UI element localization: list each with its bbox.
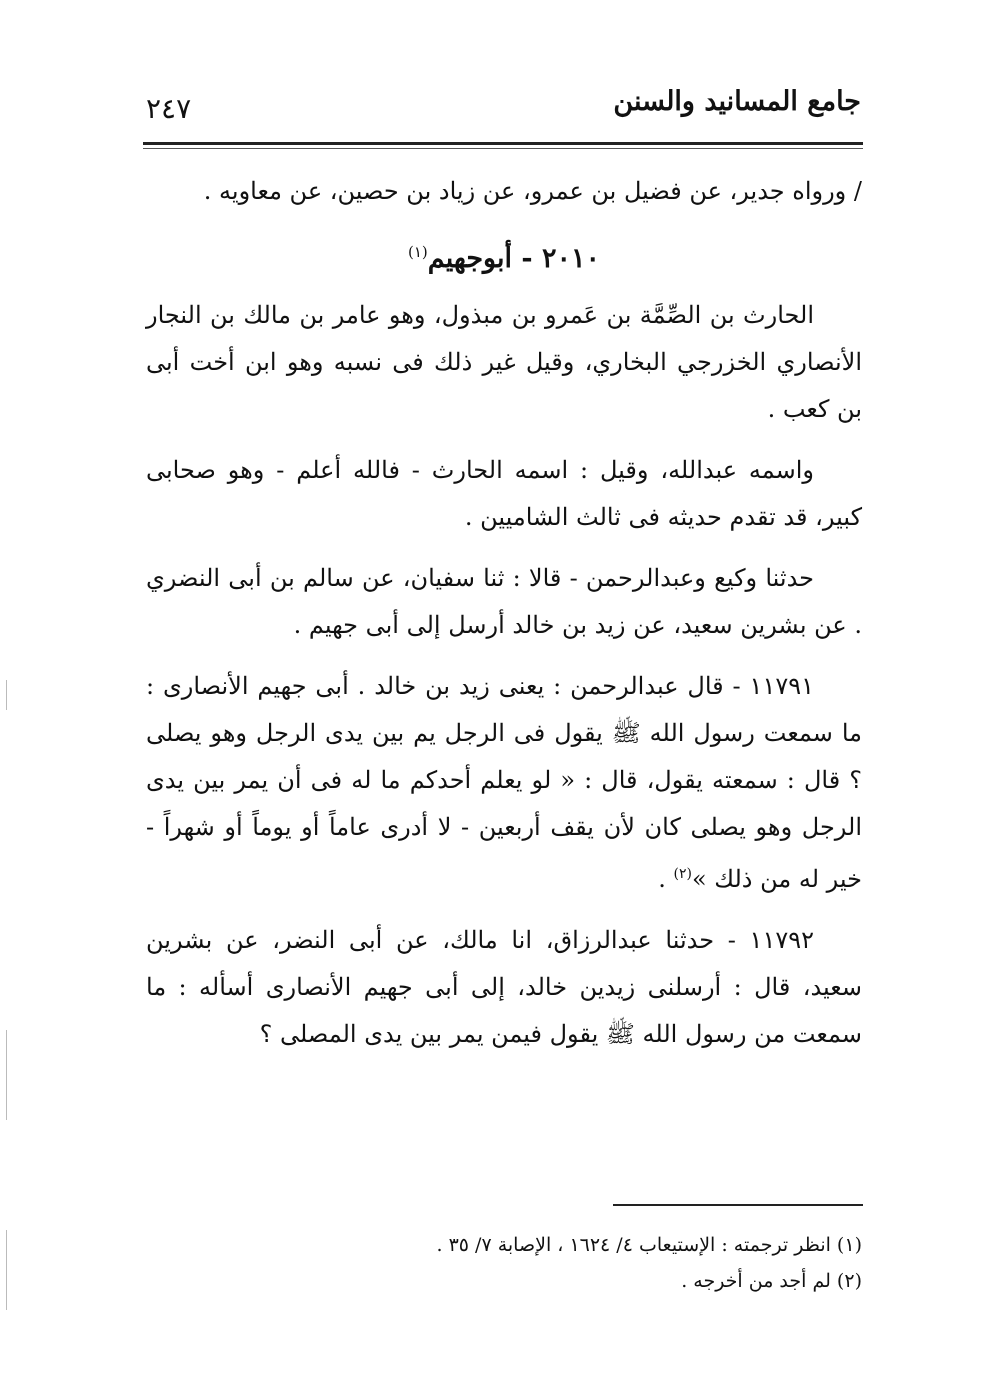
hadith-11791-text: ١١٧٩١ - قال عبدالرحمن : يعنى زيد بن خالد . أبى جهيم الأنصارى : ما سمعت رسول الله ﷺ يقول فى الرجل يم بين يدى الرجل وهو يصلى ؟ قال : سمعته يقول، قال : « لو يعلم أحدكم ما له فى أن يمر بين يدى الرجل وهو يصلى كان لأن يقف أربعين - لا أدرى عاماً أو يوماً أو شهراً - خير له من ذلك »: [146, 672, 862, 893]
page-number: ٢٤٧: [146, 92, 192, 125]
paragraph-hadith-11792: ١١٧٩٢ - حدثنا عبدالرزاق، انا مالك، عن أبى النضر، عن بشرين سعيد، قال : أرسلنى زيدين خالد، إلى أبى جهيم الأنصارى أسأله : ما سمعت من رسول الله ﷺ يقول فيمن يمر بين يدى المصلى ؟: [146, 926, 862, 1048]
paragraph-name: واسمه عبدالله، وقيل : اسمه الحارث - فالله أعلم - وهو صحابى كبير، قد تقدم حديثه فى ثالث الشاميين .: [146, 456, 862, 531]
paragraph-hadith-11791: [146, 663, 862, 903]
footnote-1: (١) انظر ترجمته : الإستيعاب ٤/ ١٦٢٤ ، الإصابة ٧/ ٣٥ .: [436, 1234, 862, 1256]
footnotes: [146, 1227, 862, 1299]
entry-footnote-ref: (١): [407, 243, 428, 261]
header-rule-thin: [143, 148, 863, 149]
scan-margin-mark: [6, 1030, 7, 1120]
paragraph-isnad: حدثنا وكيع وعبدالرحمن - قالا : ثنا سفيان، عن سالم بن أبى النضري . عن بشرين سعيد، عن زيد بن خالد أرسل إلى أبى جهيم .: [146, 564, 862, 639]
scan-margin-mark: [6, 1230, 7, 1310]
footnote-rule: [613, 1204, 863, 1206]
scan-margin-mark: [6, 680, 7, 710]
footnote-2: (٢) لم أجد من أخرجه .: [681, 1270, 862, 1292]
header-rule: [143, 142, 863, 145]
body-text: [146, 168, 862, 1072]
hadith-11791-end: .: [658, 865, 674, 893]
paragraph-lineage: الحارث بن الصِّمَّة بن عَمرو بن مبذول، وهو عامر بن مالك بن النجار الأنصاري الخزرجي البخاري، وقيل غير ذلك فى نسبه وهو ابن أخت أبى بن كعب .: [146, 301, 862, 423]
running-header-title: جامع المسانيد والسنن: [613, 86, 861, 117]
entry-heading-text: ٢٠١٠ - أبوجهيم: [427, 243, 601, 274]
paragraph-continuation: / ورواه جدير، عن فضيل بن عمرو، عن زياد بن حصين، عن معاويه .: [203, 177, 862, 205]
hadith-footnote-ref: (٢): [673, 866, 692, 882]
entry-heading: [146, 229, 862, 282]
